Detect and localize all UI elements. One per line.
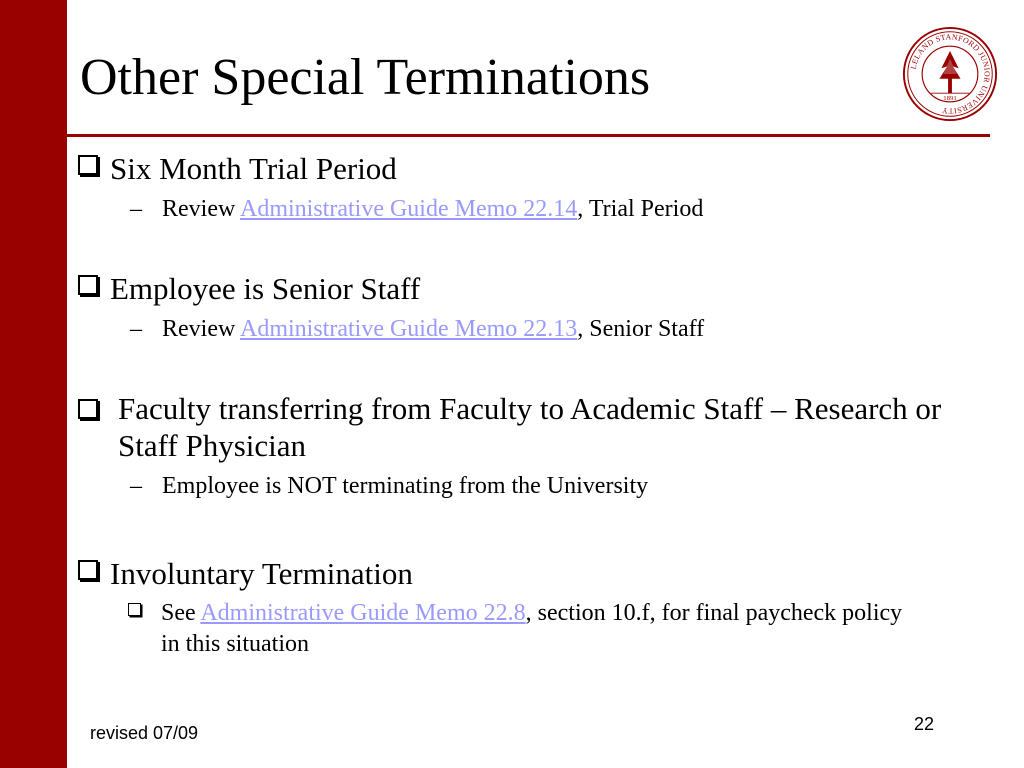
- checkbox-bullet-icon: [78, 399, 98, 419]
- slide-title: Other Special Terminations: [80, 49, 651, 106]
- page-number: 22: [914, 714, 935, 734]
- dash-bullet-icon: –: [130, 196, 142, 222]
- bullet-senior-staff: Employee is Senior Staff: [78, 270, 420, 307]
- left-accent-bar: [0, 0, 67, 768]
- svg-text:LELAND STANFORD JUNIOR UNIVERS: LELAND STANFORD JUNIOR UNIVERSITY: [908, 32, 992, 116]
- bullet-involuntary-termination: Involuntary Termination: [78, 555, 413, 592]
- revised-date: revised 07/09: [90, 723, 199, 743]
- checkbox-bullet-icon: [78, 560, 98, 580]
- slide: Other Special Terminations LELAND STANFORD JUNIOR UNIVERSITY 1891 Six Month Trial Period – Review Administrative Guide Memo 22.14, Trial Period Employee is Senior Staff – Review Administrative Guide Memo 22.13, Senior Staff Faculty transferring from Faculty to Academic Staff – Research or Staff Physician – Employee is NOT terminating from the University Involuntary Termination See Administrative Guide Memo 22.8, section 10.f, for final paycheck policy in this situation revised 07/09 22: [0, 0, 1024, 768]
- checkbox-bullet-icon: [78, 275, 98, 295]
- dash-bullet-icon: –: [130, 473, 142, 499]
- university-seal-logo: [902, 26, 998, 122]
- bullet-six-month-trial: Six Month Trial Period: [78, 150, 397, 187]
- checkbox-bullet-icon: [128, 603, 141, 616]
- admin-guide-memo-22-8-link[interactable]: Administrative Guide Memo 22.8: [200, 600, 526, 626]
- dash-bullet-icon: –: [130, 316, 142, 342]
- admin-guide-memo-22-13-link[interactable]: Administrative Guide Memo 22.13: [240, 316, 578, 342]
- sub-item-trial-period: – Review Administrative Guide Memo 22.14, Trial Period: [130, 194, 703, 225]
- sub-item-final-paycheck: See Administrative Guide Memo 22.8, section 10.f, for final paycheck policy in this situation: [128, 598, 158, 629]
- title-divider: [67, 134, 990, 137]
- svg-text:1891: 1891: [943, 94, 957, 102]
- admin-guide-memo-22-14-link[interactable]: Administrative Guide Memo 22.14: [240, 196, 578, 222]
- checkbox-bullet-icon: [78, 155, 98, 175]
- sub-item-senior-staff: – Review Administrative Guide Memo 22.13, Senior Staff: [130, 314, 704, 345]
- sub-item-not-terminating: – Employee is NOT terminating from the University: [130, 471, 648, 502]
